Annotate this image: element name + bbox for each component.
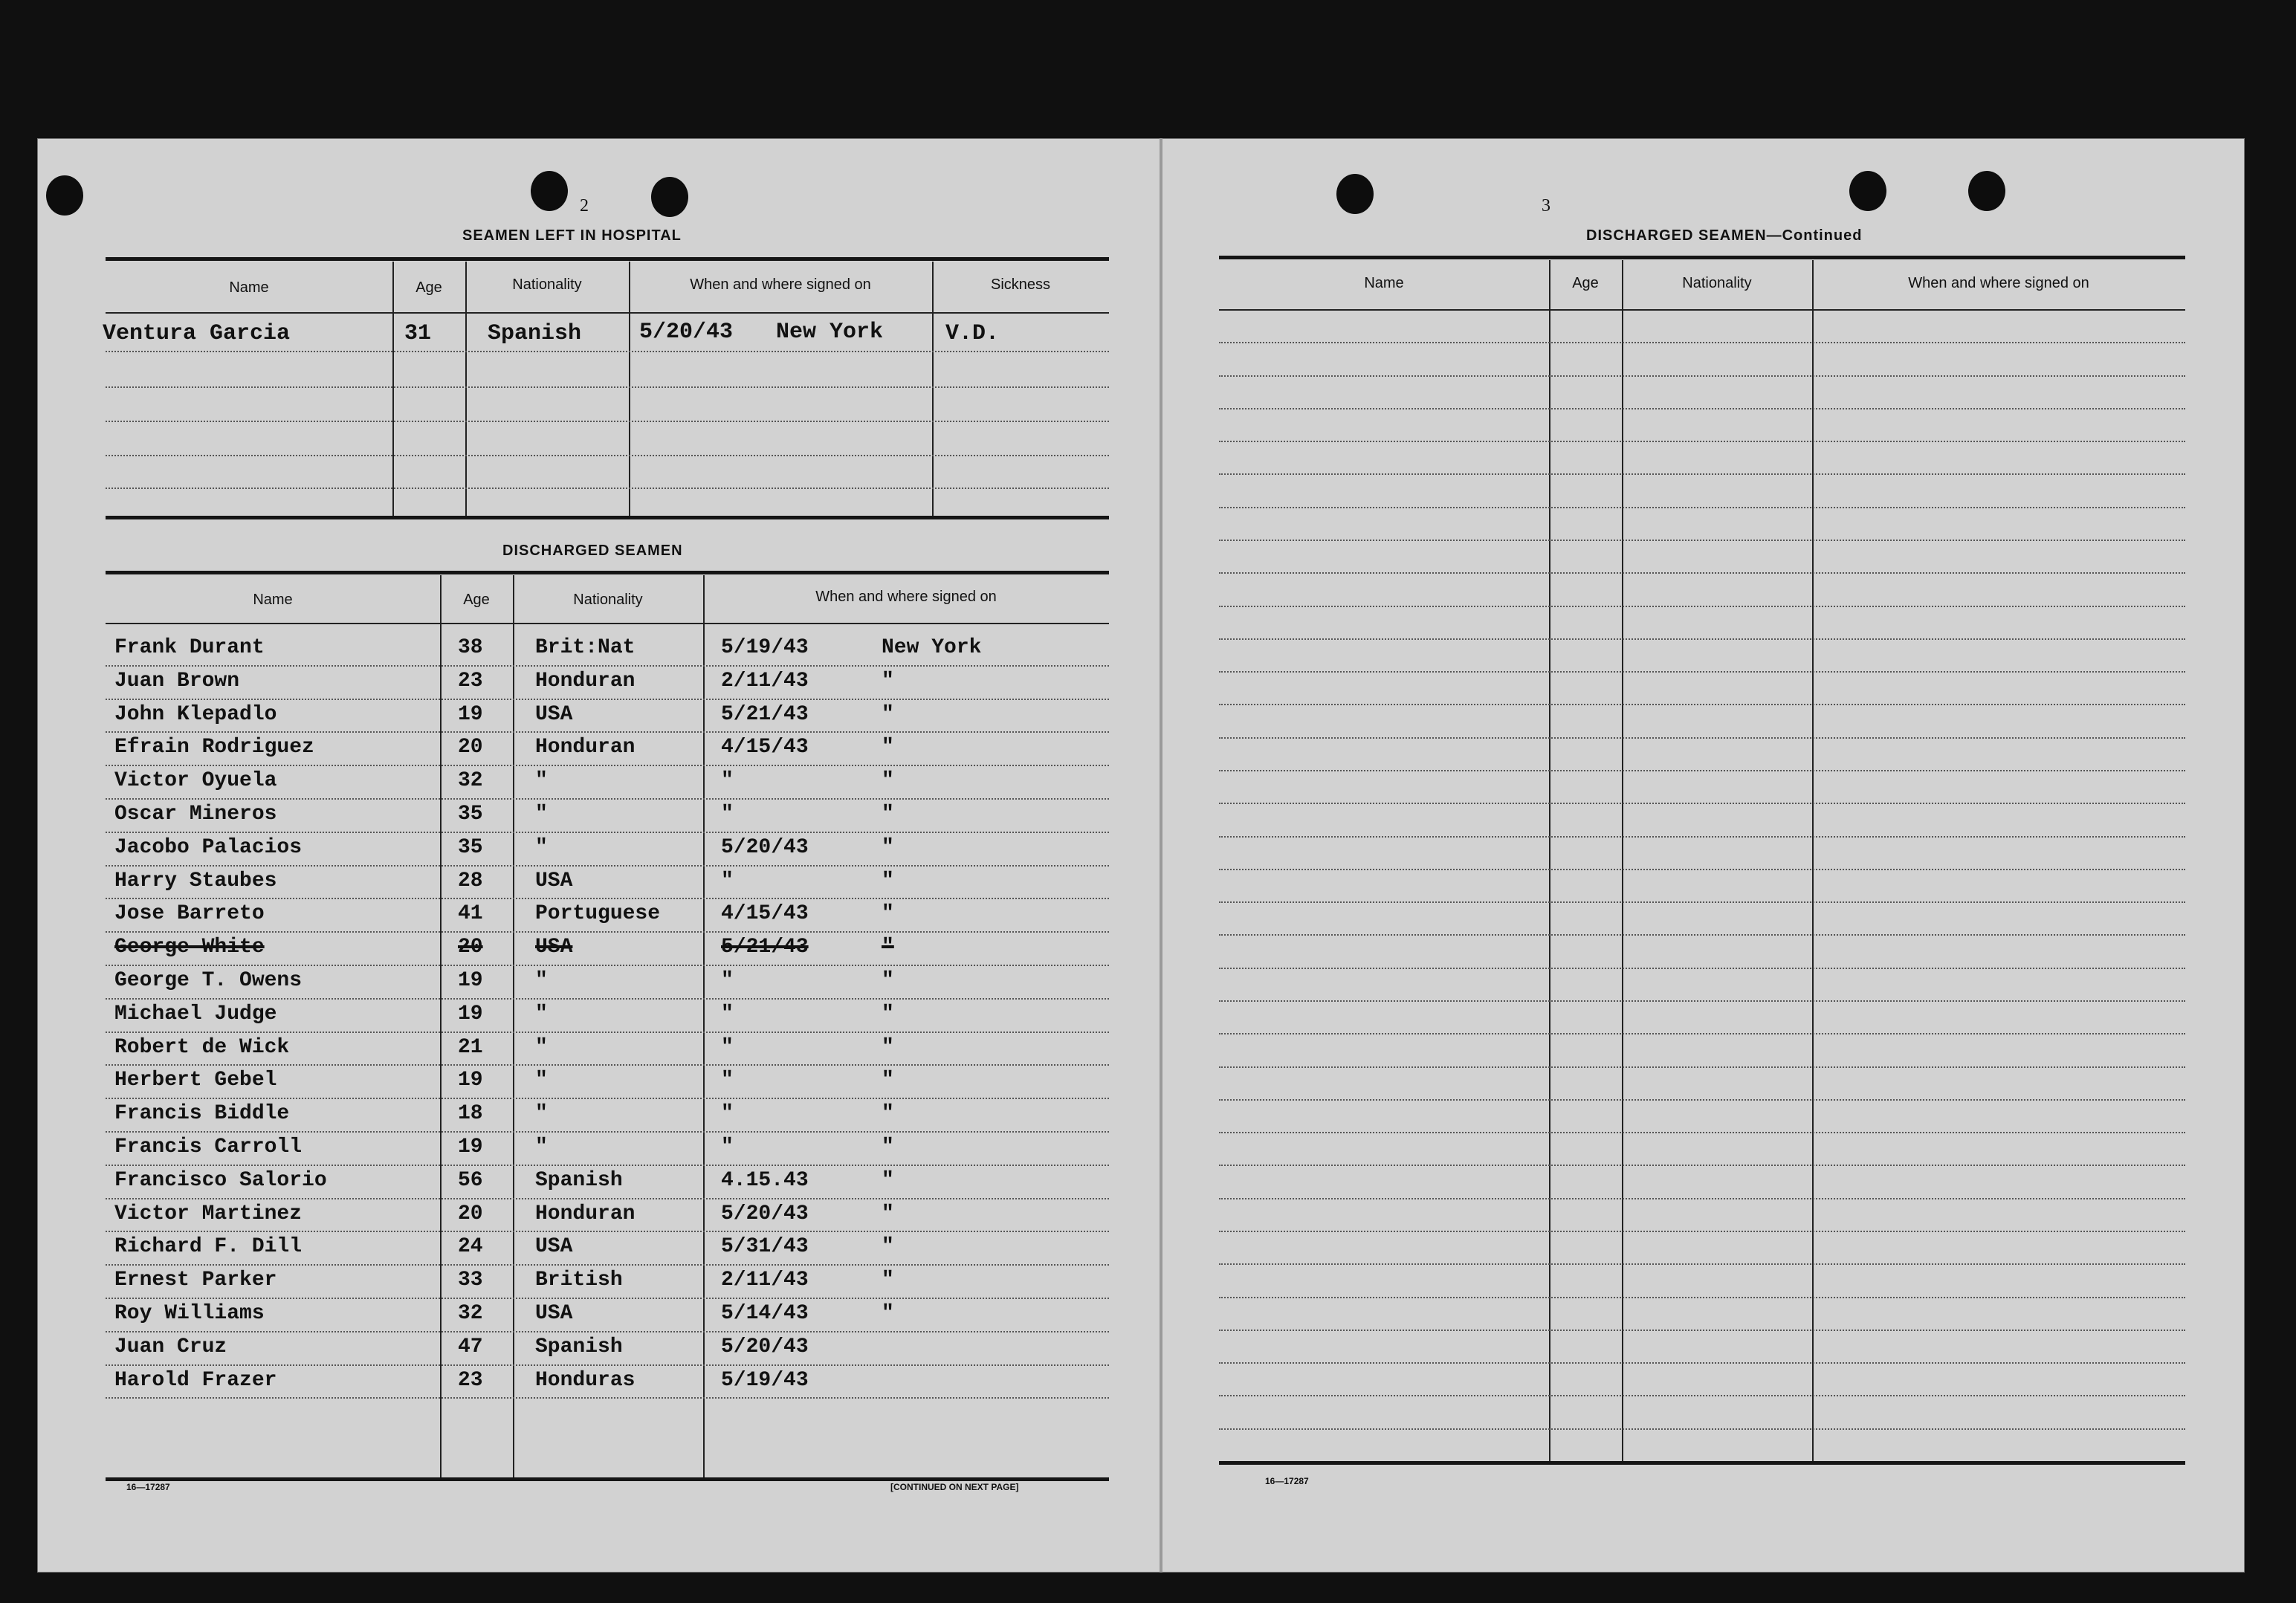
hospital-nationality: Spanish — [488, 321, 582, 346]
row-line — [1219, 1297, 2185, 1298]
discharged-title: DISCHARGED SEAMEN — [502, 543, 683, 559]
seaman-age: 19 — [458, 702, 483, 726]
col-divider — [513, 575, 514, 1477]
col-head-signed-on: When and where signed on — [1908, 275, 2089, 291]
row-line — [1219, 934, 2185, 936]
seaman-signed-place: " — [882, 1202, 894, 1225]
seaman-signed-place: " — [882, 1168, 894, 1192]
col-divider — [465, 262, 467, 516]
seaman-age: 23 — [458, 1368, 483, 1392]
row-line — [1219, 671, 2185, 673]
row-line — [106, 898, 1109, 899]
rule — [106, 1477, 1109, 1481]
row-line — [106, 488, 1109, 489]
seaman-signed-place: " — [882, 803, 894, 826]
seaman-age: 47 — [458, 1335, 483, 1358]
rule — [1219, 1461, 2185, 1465]
seaman-age: 28 — [458, 869, 483, 893]
seaman-signed-place: " — [882, 869, 894, 893]
row-line — [1219, 1066, 2185, 1068]
seaman-name: Ernest Parker — [114, 1269, 277, 1292]
seaman-nationality: Honduras — [535, 1368, 636, 1392]
seaman-signed-date: 2/11/43 — [721, 669, 809, 693]
seaman-name: Richard F. Dill — [114, 1235, 303, 1259]
seaman-name: Jose Barreto — [114, 902, 265, 926]
discharged-continued-title: DISCHARGED SEAMEN—Continued — [1586, 227, 1863, 244]
seaman-signed-place: " — [882, 769, 894, 793]
row-line — [106, 1032, 1109, 1033]
row-line — [1219, 441, 2185, 442]
punch-hole — [1336, 174, 1374, 214]
seaman-signed-date: 4/15/43 — [721, 902, 809, 926]
row-line — [106, 931, 1109, 933]
seaman-name: George White — [114, 936, 265, 959]
seaman-nationality: Portuguese — [535, 902, 661, 926]
col-head-age: Age — [463, 592, 490, 608]
hospital-title: SEAMEN LEFT IN HOSPITAL — [462, 227, 682, 244]
col-head-sickness: Sickness — [990, 276, 1051, 293]
row-line — [106, 665, 1109, 667]
row-line — [1219, 901, 2185, 903]
col-divider — [932, 262, 934, 516]
seaman-signed-date: 5/19/43 — [721, 636, 809, 659]
seaman-nationality: " — [535, 1136, 548, 1159]
row-line — [106, 965, 1109, 966]
punch-hole — [1968, 171, 2005, 211]
seaman-nationality: USA — [535, 702, 573, 726]
seaman-age: 32 — [458, 1302, 483, 1325]
col-divider — [703, 575, 705, 1477]
row-line — [106, 455, 1109, 456]
seaman-signed-date: 5/20/43 — [721, 835, 809, 859]
seaman-nationality: Brit:Nat — [535, 636, 636, 659]
seaman-nationality: USA — [535, 1302, 573, 1325]
seaman-name: Roy Williams — [114, 1302, 265, 1325]
row-line — [106, 1198, 1109, 1199]
seaman-signed-place: " — [882, 902, 894, 926]
right-page — [1164, 138, 2245, 1573]
row-line — [1219, 1000, 2185, 1002]
seaman-age: 20 — [458, 736, 483, 760]
col-head-name: Name — [229, 279, 269, 296]
seaman-signed-place: " — [882, 1102, 894, 1126]
row-line — [106, 1364, 1109, 1366]
seaman-nationality: Spanish — [535, 1335, 623, 1358]
seaman-nationality: British — [535, 1269, 623, 1292]
seaman-signed-date: " — [721, 1069, 734, 1092]
row-line — [106, 351, 1109, 352]
seaman-name: Victor Martinez — [114, 1202, 303, 1225]
row-line — [1219, 1362, 2185, 1364]
seaman-nationality: " — [535, 803, 548, 826]
seaman-signed-place: " — [882, 1136, 894, 1159]
seaman-age: 21 — [458, 1035, 483, 1059]
seaman-name: Herbert Gebel — [114, 1069, 277, 1092]
seaman-signed-date: 5/20/43 — [721, 1335, 809, 1358]
row-line — [1219, 737, 2185, 739]
row-line — [106, 731, 1109, 733]
page-number: 3 — [1542, 196, 1550, 216]
seaman-signed-place: " — [882, 835, 894, 859]
seaman-signed-place: " — [882, 669, 894, 693]
rule — [106, 257, 1109, 261]
row-line — [106, 1331, 1109, 1332]
row-line — [1219, 1330, 2185, 1331]
seaman-name: John Klepadlo — [114, 702, 277, 726]
seaman-age: 20 — [458, 936, 483, 959]
row-line — [106, 1165, 1109, 1166]
seaman-signed-date: 2/11/43 — [721, 1269, 809, 1292]
punch-hole — [531, 171, 568, 211]
seaman-signed-place: " — [882, 736, 894, 760]
seaman-nationality: Honduran — [535, 1202, 636, 1225]
seaman-signed-date: 5/19/43 — [721, 1368, 809, 1392]
seaman-name: Francisco Salorio — [114, 1168, 327, 1192]
seaman-signed-date: 5/21/43 — [721, 702, 809, 726]
seaman-name: Francis Carroll — [114, 1136, 303, 1159]
seaman-age: 19 — [458, 969, 483, 992]
col-head-signed-on: When and where signed on — [815, 589, 997, 605]
seaman-nationality: " — [535, 1002, 548, 1026]
row-line — [106, 1264, 1109, 1266]
row-line — [1219, 540, 2185, 541]
hospital-date: 5/20/43 — [639, 320, 734, 345]
col-divider — [440, 575, 442, 1477]
seaman-nationality: " — [535, 1035, 548, 1059]
punch-hole — [651, 177, 688, 217]
seaman-name: George T. Owens — [114, 969, 303, 992]
seaman-name: Juan Cruz — [114, 1335, 227, 1358]
seaman-age: 19 — [458, 1136, 483, 1159]
rule — [1219, 309, 2185, 311]
left-page — [37, 138, 1158, 1573]
row-line — [1219, 1198, 2185, 1199]
row-line — [1219, 507, 2185, 508]
seaman-name: Michael Judge — [114, 1002, 277, 1026]
row-line — [1219, 638, 2185, 640]
col-head-age: Age — [1572, 275, 1599, 291]
seaman-nationality: " — [535, 969, 548, 992]
hospital-place: New York — [776, 320, 884, 345]
row-line — [1219, 1263, 2185, 1265]
row-line — [106, 998, 1109, 1000]
row-line — [106, 1231, 1109, 1232]
row-line — [1219, 803, 2185, 804]
row-line — [106, 1298, 1109, 1299]
row-line — [1219, 1428, 2185, 1430]
seaman-nationality: USA — [535, 1235, 573, 1259]
seaman-age: 35 — [458, 835, 483, 859]
seaman-signed-date: 5/14/43 — [721, 1302, 809, 1325]
seaman-name: Efrain Rodriguez — [114, 736, 314, 760]
col-head-age: Age — [415, 279, 442, 296]
col-head-nationality: Nationality — [573, 592, 643, 608]
seaman-name: Harold Frazer — [114, 1368, 277, 1392]
seaman-name: Harry Staubes — [114, 869, 277, 893]
seaman-age: 56 — [458, 1168, 483, 1192]
row-line — [1219, 375, 2185, 377]
seaman-name: Frank Durant — [114, 636, 265, 659]
row-line — [1219, 606, 2185, 607]
rule — [106, 312, 1109, 314]
seaman-name: Juan Brown — [114, 669, 240, 693]
seaman-signed-place: " — [882, 1269, 894, 1292]
col-divider — [392, 262, 394, 516]
rule — [1219, 256, 2185, 259]
row-line — [106, 832, 1109, 833]
row-line — [1219, 1033, 2185, 1034]
rule — [106, 516, 1109, 519]
row-line — [1219, 1395, 2185, 1396]
row-line — [1219, 836, 2185, 838]
row-line — [1219, 704, 2185, 705]
seaman-age: 33 — [458, 1269, 483, 1292]
seaman-signed-date: 4/15/43 — [721, 736, 809, 760]
rule — [106, 571, 1109, 574]
seaman-signed-date: 5/20/43 — [721, 1202, 809, 1225]
seaman-age: 23 — [458, 669, 483, 693]
seaman-signed-date: 5/31/43 — [721, 1235, 809, 1259]
row-line — [1219, 473, 2185, 475]
row-line — [106, 1064, 1109, 1066]
seaman-signed-date: " — [721, 769, 734, 793]
row-line — [106, 1098, 1109, 1099]
seaman-signed-date: " — [721, 803, 734, 826]
row-line — [1219, 342, 2185, 343]
seaman-name: Oscar Mineros — [114, 803, 277, 826]
seaman-signed-place: " — [882, 1302, 894, 1325]
seaman-nationality: Spanish — [535, 1168, 623, 1192]
seaman-age: 41 — [458, 902, 483, 926]
seaman-nationality: USA — [535, 869, 573, 893]
seaman-signed-date: 4.15.43 — [721, 1168, 809, 1192]
seaman-age: 38 — [458, 636, 483, 659]
seaman-name: Robert de Wick — [114, 1035, 290, 1059]
col-head-nationality: Nationality — [512, 276, 582, 293]
seaman-nationality: " — [535, 769, 548, 793]
seaman-nationality: Honduran — [535, 736, 636, 760]
document-sheet — [37, 138, 2245, 1573]
seaman-age: 20 — [458, 1202, 483, 1225]
hospital-age: 31 — [404, 321, 432, 346]
seaman-nationality: " — [535, 1069, 548, 1092]
seaman-signed-date: 5/21/43 — [721, 936, 809, 959]
seaman-signed-date: " — [721, 1102, 734, 1126]
seaman-age: 19 — [458, 1069, 483, 1092]
seaman-age: 24 — [458, 1235, 483, 1259]
seaman-signed-place: " — [882, 1002, 894, 1026]
seaman-signed-place: " — [882, 1035, 894, 1059]
seaman-nationality: USA — [535, 936, 573, 959]
row-line — [1219, 968, 2185, 969]
seaman-signed-date: " — [721, 969, 734, 992]
page-number: 2 — [580, 196, 589, 216]
col-head-nationality: Nationality — [1682, 275, 1752, 291]
seaman-signed-place: " — [882, 702, 894, 726]
row-line — [106, 865, 1109, 867]
seaman-name: Francis Biddle — [114, 1102, 290, 1126]
row-line — [106, 1397, 1109, 1399]
form-number: 16—17287 — [126, 1482, 170, 1492]
row-line — [106, 1131, 1109, 1133]
hospital-sickness: V.D. — [945, 321, 1000, 346]
col-head-name: Name — [1364, 275, 1404, 291]
seaman-signed-date: " — [721, 1035, 734, 1059]
seaman-signed-date: " — [721, 869, 734, 893]
row-line — [1219, 770, 2185, 771]
row-line — [1219, 1132, 2185, 1133]
row-line — [1219, 572, 2185, 574]
seaman-signed-place: " — [882, 1235, 894, 1259]
col-head-signed-on: When and where signed on — [690, 276, 871, 293]
seaman-age: 19 — [458, 1002, 483, 1026]
row-line — [106, 798, 1109, 800]
row-line — [1219, 1165, 2185, 1166]
row-line — [106, 699, 1109, 700]
seaman-nationality: Honduran — [535, 669, 636, 693]
row-line — [1219, 1231, 2185, 1232]
col-divider — [629, 262, 630, 516]
col-head-name: Name — [253, 592, 293, 608]
seaman-age: 35 — [458, 803, 483, 826]
form-number: 16—17287 — [1265, 1476, 1309, 1486]
row-line — [106, 421, 1109, 422]
seaman-nationality: " — [535, 1102, 548, 1126]
row-line — [1219, 1099, 2185, 1101]
seaman-signed-place: " — [882, 1069, 894, 1092]
seaman-signed-place: " — [882, 936, 894, 959]
seaman-age: 18 — [458, 1102, 483, 1126]
seaman-name: Jacobo Palacios — [114, 835, 303, 859]
seaman-signed-place: New York — [882, 636, 982, 659]
seaman-age: 32 — [458, 769, 483, 793]
row-line — [1219, 869, 2185, 870]
row-line — [1219, 408, 2185, 409]
row-line — [106, 765, 1109, 766]
punch-hole — [46, 175, 83, 216]
seaman-nationality: " — [535, 835, 548, 859]
continued-note: [CONTINUED ON NEXT PAGE] — [890, 1482, 1019, 1492]
punch-hole — [1849, 171, 1886, 211]
rule — [106, 623, 1109, 624]
seaman-signed-place: " — [882, 969, 894, 992]
seaman-signed-date: " — [721, 1002, 734, 1026]
seaman-signed-date: " — [721, 1136, 734, 1159]
seaman-name: Victor Oyuela — [114, 769, 277, 793]
page-fold — [1160, 138, 1162, 1573]
hospital-name: Ventura Garcia — [103, 321, 291, 346]
row-line — [106, 386, 1109, 388]
